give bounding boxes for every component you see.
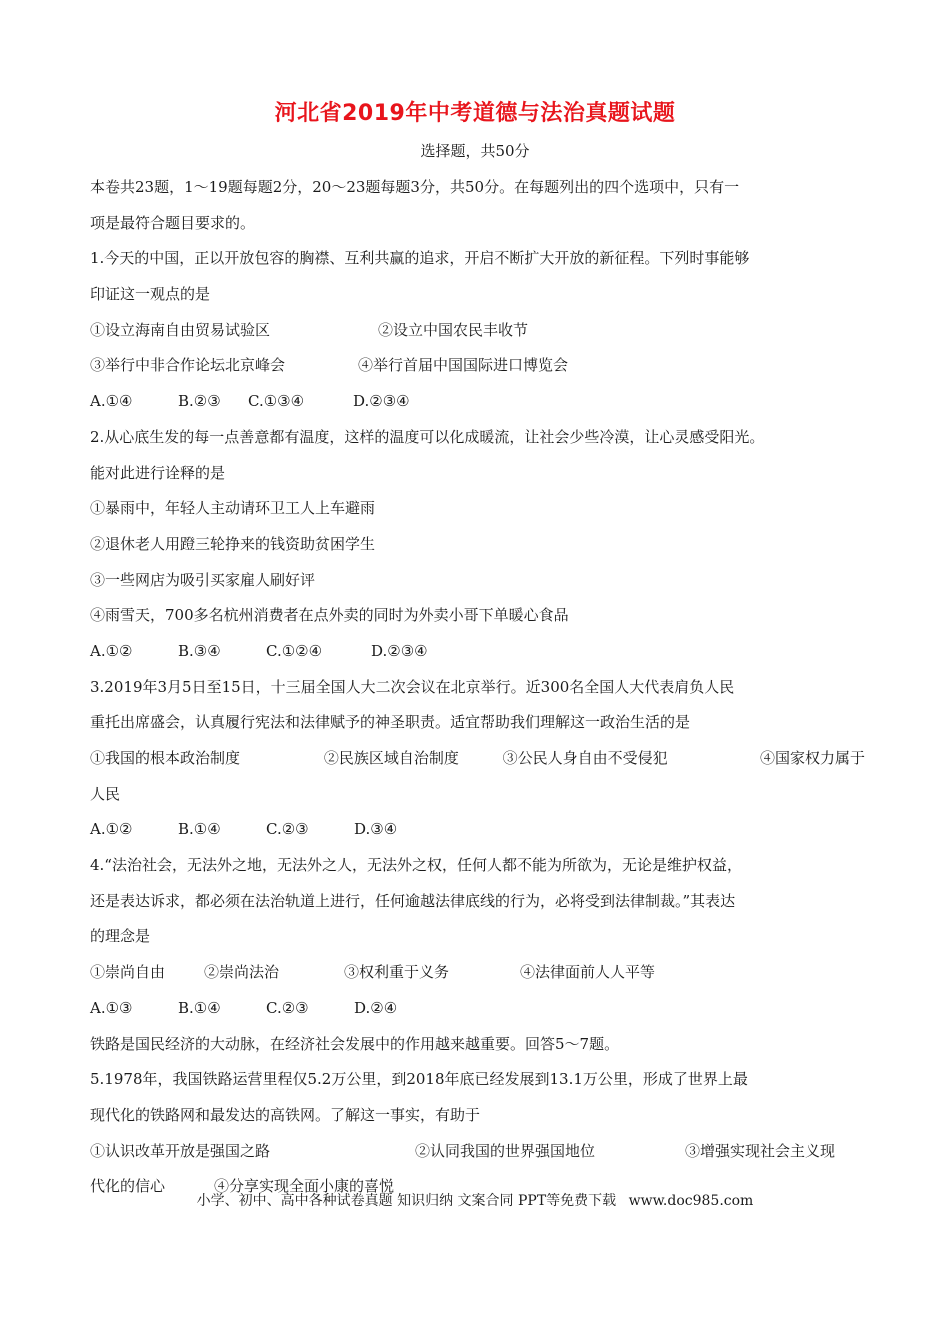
answer-choice-b: B.②③ — [178, 392, 221, 411]
question-1-choices — [90, 384, 865, 420]
question-1-options — [90, 348, 865, 384]
statement-option: ④雨雪天，700多名杭州消费者在点外卖的同时为外卖小哥下单暖心食品 — [90, 606, 569, 625]
answer-choice-a: A.①② — [90, 820, 133, 839]
document-title: 河北省2019年中考道德与法治真题试题 — [274, 101, 676, 126]
question-5-stem: 现代化的铁路网和最发达的高铁网。了解这一事实，有助于 — [90, 1105, 481, 1124]
statement-option: ③增强实现社会主义现 — [685, 1141, 836, 1160]
answer-choice-b: B.①④ — [178, 820, 221, 839]
question-5-stem: 5.1978年，我国铁路运营里程仅5.2万公里，到2018年底已经发展到13.1万公里，形成了世界上最 — [90, 1070, 748, 1089]
statement-option: ④分享实现全面小康的喜悦 — [214, 1177, 395, 1196]
question-2-stem: 能对此进行诠释的是 — [90, 463, 226, 482]
statement-option: ④举行首届中国国际进口博览会 — [358, 356, 569, 375]
statement-option: ①我国的根本政治制度 — [90, 749, 241, 767]
intro-line: 本卷共23题，1～19题每题2分，20～23题每题3分，共50分。在每题列出的四个选项中，只有一 — [90, 178, 740, 196]
answer-choice-d: D.③④ — [354, 820, 398, 839]
question-1-stem: 印证这一观点的是 — [90, 285, 211, 304]
statement-option: ①设立海南自由贸易试验区 — [90, 320, 271, 339]
answer-choice-d: D.②③④ — [371, 641, 428, 660]
statement-option: ③公民人身自由不受侵犯 — [502, 749, 668, 767]
answer-choice-c: C.②③ — [266, 820, 309, 839]
statement-option: ①崇尚自由 — [90, 963, 166, 982]
answer-choice-a: A.①② — [90, 641, 133, 660]
question-3-stem: 重托出席盛会，认真履行宪法和法律赋予的神圣职责。适宜帮助我们理解这一政治生活的是 — [90, 713, 691, 732]
question-group-lead: 铁路是国民经济的大动脉，在经济社会发展中的作用越来越重要。回答5～7题。 — [90, 1034, 620, 1053]
statement-option: ②民族区域自治制度 — [323, 749, 459, 767]
section-subtitle: 选择题，共50分 — [420, 142, 530, 160]
document-body — [90, 170, 865, 1205]
page-footer — [0, 1190, 950, 1210]
statement-option: ②崇尚法治 — [204, 963, 280, 982]
statement-option: ④国家权力属于 — [760, 749, 866, 767]
statement-option: ③一些网店为吸引买家雇人刷好评 — [90, 570, 316, 589]
statement-option: ④法律面前人人平等 — [520, 963, 656, 982]
statement-option: ②设立中国农民丰收节 — [378, 320, 529, 339]
footer-text: 小学、初中、高中各种试卷真题 知识归纳 文案合同 PPT等免费下载 — [196, 1193, 617, 1209]
answer-choice-a: A.①③ — [90, 998, 133, 1017]
answer-choice-b: B.①④ — [178, 998, 221, 1017]
statement-option: ②退休老人用蹬三轮挣来的钱资助贫困学生 — [90, 534, 376, 553]
answer-choice-c: C.②③ — [266, 998, 309, 1017]
statement-option: ③举行中非合作论坛北京峰会 — [90, 356, 286, 375]
statement-option: ③权利重于义务 — [344, 963, 450, 982]
answer-choice-c: C.①②④ — [266, 641, 323, 660]
statement-option: ①暴雨中，年轻人主动请环卫工人上车避雨 — [90, 499, 376, 518]
statement-option-continued: 代化的信心 — [90, 1177, 166, 1196]
question-4-choices — [90, 991, 865, 1027]
footer-site-link[interactable]: www.doc985.com — [628, 1193, 754, 1209]
statement-option-continued: 人民 — [90, 784, 121, 803]
question-4-stem: 4.“法治社会，无法外之地，无法外之人，无法外之权，任何人都不能为所欲为，无论是维护权益， — [90, 856, 742, 875]
statement-option: ①认识改革开放是强国之路 — [90, 1141, 271, 1160]
question-3-choices — [90, 812, 865, 848]
question-1-stem: 1.今天的中国，正以开放包容的胸襟、互利共赢的追求，开启不断扩大开放的新征程。下列时事能够 — [90, 249, 750, 268]
question-1-options — [90, 313, 865, 349]
question-2-stem: 2.从心底生发的每一点善意都有温度，这样的温度可以化成暖流，让社会少些冷漠，让心灵感受阳光。 — [90, 427, 765, 446]
question-4-stem: 还是表达诉求，都必须在法治轨道上进行，任何逾越法律底线的行为，必将受到法律制裁。”其表达 — [90, 891, 736, 910]
answer-choice-b: B.③④ — [178, 641, 221, 660]
answer-choice-c: C.①③④ — [248, 392, 305, 411]
answer-choice-d: D.②③④ — [353, 392, 410, 411]
question-3-options — [90, 741, 865, 777]
question-3-stem: 3.2019年3月5日至15日，十三届全国人大二次会议在北京举行。近300名全国人大代表肩负人民 — [90, 677, 735, 696]
intro-line: 项是最符合题目要求的。 — [90, 213, 256, 232]
question-4-stem: 的理念是 — [90, 927, 151, 946]
question-5-options — [90, 1134, 865, 1170]
answer-choice-d: D.②④ — [354, 998, 398, 1017]
answer-choice-a: A.①④ — [90, 392, 133, 411]
statement-option: ②认同我国的世界强国地位 — [415, 1141, 596, 1160]
question-4-options — [90, 955, 865, 991]
question-2-choices — [90, 634, 865, 670]
